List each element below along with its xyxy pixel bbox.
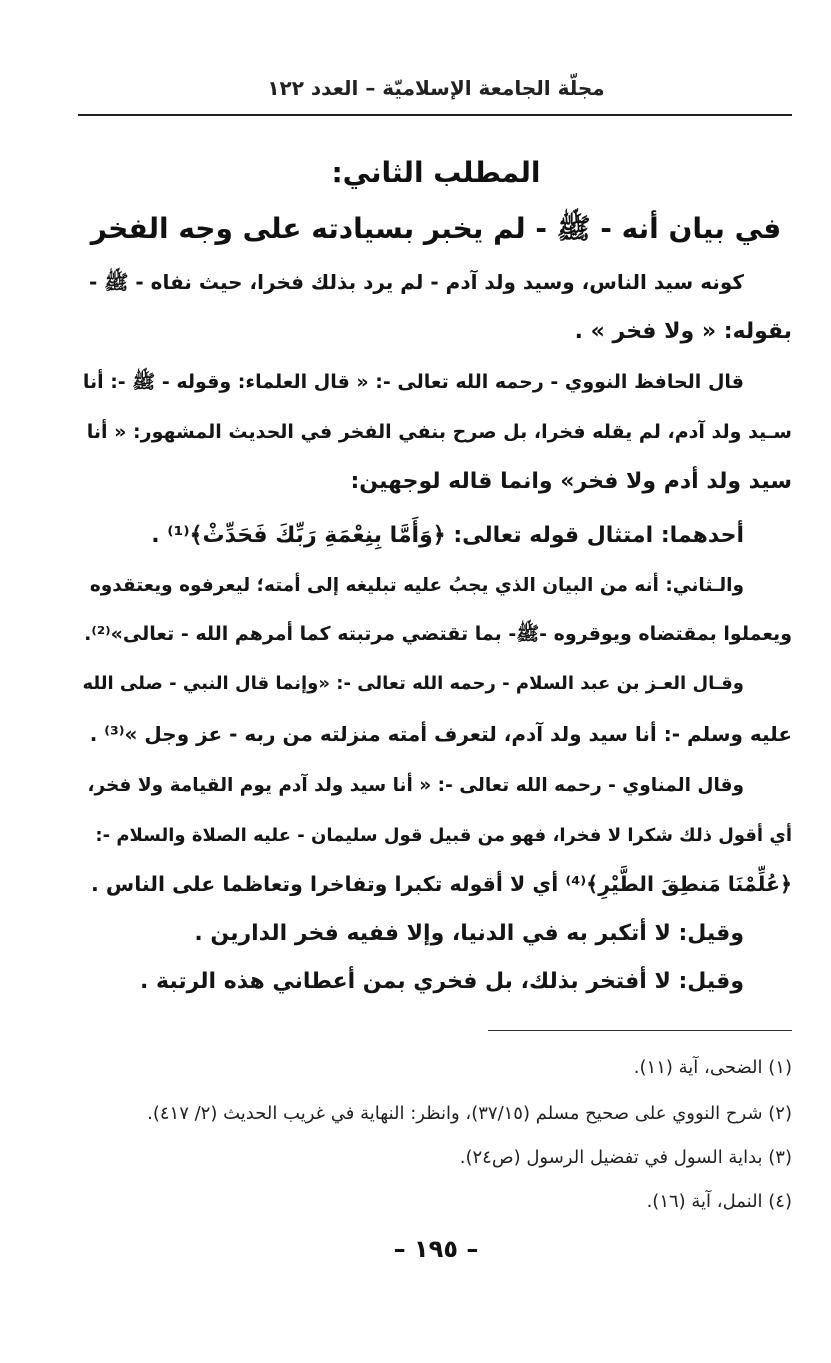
body-line: سيد ولد أدم ولا فخر» وانما قاله لوجهين:	[350, 469, 792, 494]
body-line: قال الحافظ النووي - رحمه الله تعالى -: « قال العلماء: وقوله - ﷺ -: أنا	[82, 371, 744, 393]
body-line: وقيل: لا أتكبر به في الدنيا، وإلا ففيه فخر الدارين .	[194, 921, 744, 946]
page-number: – ١٩٥ –	[393, 1235, 479, 1263]
body-line: ويعملوا بمقتضاه ويوقروه -ﷺ- بما تقتضي مرتبته كما أمرهم الله - تعالى»⁽²⁾.	[84, 623, 792, 645]
body-line: كونه سيد الناس، وسيد ولد آدم - لم يرد بذلك فخرا، حيث نفاه - ﷺ -	[89, 270, 744, 294]
footnote: (١) الضحى، آية (١١).	[633, 1057, 792, 1078]
body-text	[78, 262, 792, 1002]
section-subheading: في بيان أنه - ﷺ - لم يخبر بسيادته على وجه الفخر	[90, 212, 782, 245]
body-line: وقال المناوي - رحمه الله تعالى -: « أنا سيد ولد آدم يوم القيامة ولا فخر،	[87, 775, 744, 796]
body-line: أحدهما: امتثال قوله تعالى: ﴿وَأَمَّا بِنِعْمَةِ رَبِّكَ فَحَدِّثْ﴾⁽¹⁾ .	[151, 523, 744, 548]
body-line: أي أقول ذلك شكرا لا فخرا، فهو من قبيل قول سليمان - عليه الصلاة والسلام -:	[95, 825, 792, 846]
body-line: والـثاني: أنه من البيان الذي يجبُ عليه تبليغه إلى أمته؛ ليعرفوه ويعتقدوه	[89, 575, 744, 596]
footnote: (٢) شرح النووي على صحيح مسلم (٣٧/١٥)، وانظر: النهاية في غريب الحديث (٢/ ٤١٧).	[147, 1103, 792, 1124]
header-rule	[78, 114, 792, 116]
body-line: بقوله: « ولا فخر » .	[574, 319, 792, 344]
body-line: وقـال العـز بن عبد السلام - رحمه الله تعالى -: «وإنما قال النبي - صلى الله	[82, 673, 744, 694]
body-line: عليه وسلم -: أنا سيد ولد آدم، لتعرف أمته منزلته من ربه - عز وجل »⁽³⁾ .	[89, 722, 792, 746]
body-line: سـيد ولد آدم، لم يقله فخرا، بل صرح بنفي الفخر في الحديث المشهور: « أنا	[86, 421, 792, 443]
footnote: (٣) بداية السول في تفضيل الرسول (ص٢٤).	[459, 1147, 792, 1168]
body-line: ﴿عُلِّمْنَا مَنطِقَ الطَّيْرِ﴾⁽⁴⁾ أي لا أقوله تكبرا وتفاخرا وتعاظما على الناس .	[90, 872, 792, 896]
footnote-rule	[488, 1030, 792, 1031]
body-line: وقيل: لا أفتخر بذلك، بل فخري بمن أعطاني هذه الرتبة .	[140, 969, 744, 994]
running-header: مجلّة الجامعة الإسلاميّة – العدد ١٢٢	[267, 76, 605, 100]
footnote: (٤) النمل، آية (١٦).	[646, 1191, 792, 1212]
section-heading: المطلب الثاني:	[331, 156, 541, 189]
